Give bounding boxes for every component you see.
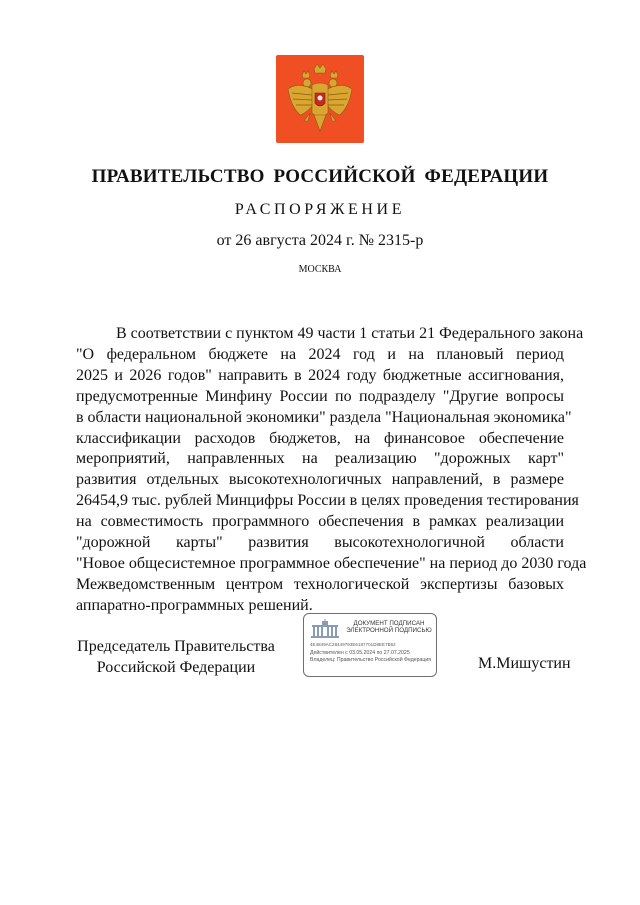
stamp-validity: Действителен с 03.05.2024 по 27.07.2025 — [310, 650, 410, 656]
body-line: "дорожной карты" развития высокотехнологичной области — [76, 534, 564, 552]
electronic-signature-stamp — [303, 613, 437, 677]
body-line: "Новое общесистемное программное обеспечение" на период до 2030 года — [76, 554, 587, 572]
body-line: В соответствии с пунктом 49 части 1 статьи 21 Федерального закона — [116, 325, 584, 342]
body-line: 26454,9 тыс. рублей Минцифры России в целях проведения тестирования — [76, 492, 579, 510]
body-line: предусмотренные Минфину России по подразделу "Другие вопросы — [76, 387, 564, 405]
body-line: "О федеральном бюджете на 2024 год и на плановый период — [76, 345, 564, 363]
coat-of-arms-emblem — [276, 55, 364, 143]
body-line: мероприятий, направленных на реализацию "дорожных карт" — [76, 450, 564, 468]
body-line: аппаратно-программных решений. — [76, 596, 313, 614]
signatory-position-line2: Российской Федерации — [96, 659, 256, 676]
stamp-title — [344, 620, 434, 635]
document-date-number: от 26 августа 2024 г. № 2315-р — [216, 232, 424, 249]
double-headed-eagle-icon — [276, 55, 364, 143]
body-line: в области национальной экономики" раздела "Национальная экономика" — [76, 408, 572, 426]
body-line: классификации расходов бюджетов, на финансовое обеспечение — [76, 429, 564, 447]
body-line: развития отдельных высокотехнологичных направлений, в размере — [76, 471, 564, 489]
document-city: МОСКВА — [298, 264, 342, 275]
stamp-owner: Владелец: Правительство Российской Федерация — [310, 657, 432, 663]
order-body-text — [76, 324, 587, 617]
stamp-certificate-number: 4E4849AC28449793E6187701D8EE7B62 — [310, 642, 396, 647]
stamp-title-line1: ДОКУМЕНТ ПОДПИСАН — [353, 620, 425, 627]
signatory-position-line1: Председатель Правительства — [77, 638, 275, 655]
signatory-position — [76, 636, 276, 678]
government-building-icon — [309, 619, 341, 639]
government-title: ПРАВИТЕЛЬСТВО РОССИЙСКОЙ ФЕДЕРАЦИИ — [91, 166, 549, 187]
body-line: 2025 и 2026 годов" направить в 2024 году бюджетные ассигнования, — [76, 366, 564, 384]
body-line: на совместимость программного обеспечения в рамках реализации — [76, 513, 564, 531]
stamp-title-line2: ЭЛЕКТРОННОЙ ПОДПИСЬЮ — [346, 627, 432, 635]
body-line: Межведомственным центром технологической экспертизы базовых — [76, 575, 564, 593]
signatory-name: М.Мишустин — [478, 655, 571, 672]
document-type: РАСПОРЯЖЕНИЕ — [234, 201, 406, 218]
